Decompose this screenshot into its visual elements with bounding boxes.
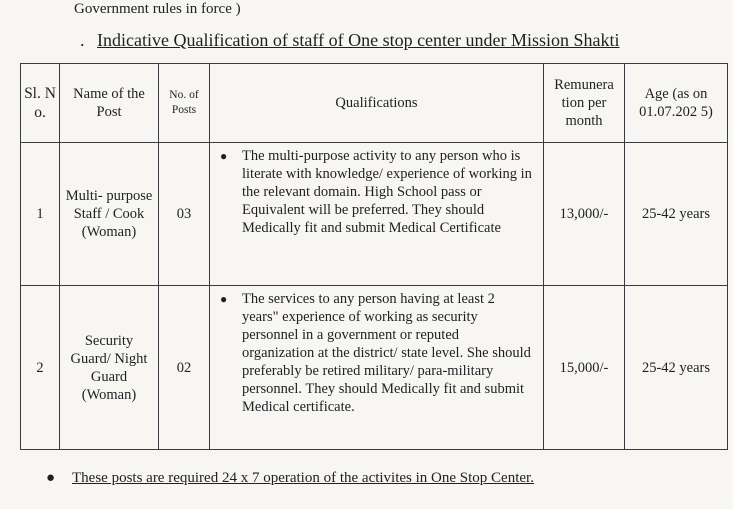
row-qualification (210, 143, 544, 286)
table-header-row (21, 64, 728, 143)
qualification-table (20, 63, 728, 450)
row-qualification (210, 286, 544, 450)
top-line-text: Government rules in force ) (74, 1, 241, 17)
row-sl-no: 1 (21, 143, 60, 286)
header-sl-no: Sl. N o. (21, 64, 60, 143)
row-sl-no: 2 (21, 286, 60, 450)
table-row (21, 286, 728, 450)
qualification-text: The multi-purpose activity to any person who is literate with knowledge/ experience of working in the relevant domain. High School pass or Equivalent will be preferred. They should Medically fit and submit Medical Certificate (242, 148, 532, 236)
header-qualifications: Qualifications (210, 64, 544, 143)
row-posts-count: 02 (159, 286, 210, 450)
heading-dot: . (80, 30, 85, 50)
header-no-of-posts: No. of Posts (159, 64, 210, 143)
row-posts-count: 03 (159, 143, 210, 286)
bullet-icon: ● (220, 149, 228, 163)
footer-note (46, 468, 534, 488)
footer-note-text: These posts are required 24 x 7 operation of the activites in One Stop Center. (72, 470, 534, 486)
row-age: 25-42 years (625, 143, 728, 286)
page-heading (80, 29, 620, 51)
header-remuneration: Remunera tion per month (544, 64, 625, 143)
header-name-of-post: Name of the Post (60, 64, 159, 143)
qualification-text: The services to any person having at least 2 years" experience of working as security personnel in a government or reputed organization at the district/ state level. She should preferably be retired military/ para-military personnel. They should Medically fit and submit Medical certificate. (242, 291, 531, 415)
row-post-name: Security Guard/ Night Guard (Woman) (60, 286, 159, 450)
bullet-icon: ● (46, 470, 56, 486)
row-remuneration: 13,000/- (544, 143, 625, 286)
header-age: Age (as on 01.07.202 5) (625, 64, 728, 143)
heading-title: Indicative Qualification of staff of One stop center under Mission Shakti (97, 30, 620, 50)
bullet-icon: ● (220, 292, 228, 306)
row-age: 25-42 years (625, 286, 728, 450)
row-remuneration: 15,000/- (544, 286, 625, 450)
row-post-name: Multi- purpose Staff / Cook (Woman) (60, 143, 159, 286)
table-row (21, 143, 728, 286)
